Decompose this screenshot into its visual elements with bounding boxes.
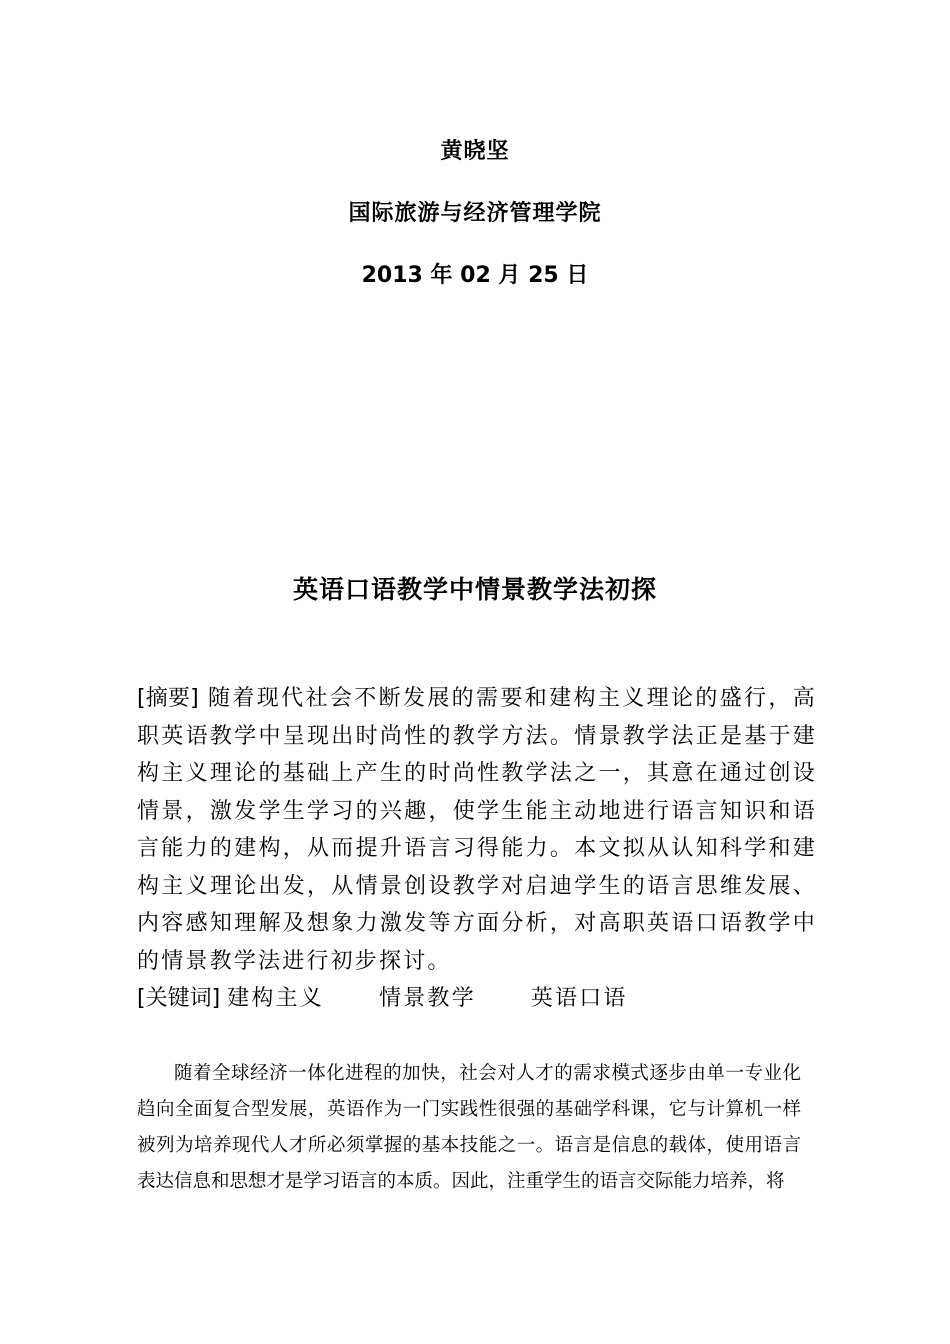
keyword: 英语口语 [530,986,628,1011]
author-name: 黄晓坚 [440,139,510,164]
keyword: 建构主义 [227,986,324,1011]
keyword: 情景教学 [378,986,476,1011]
institution-name: 国际旅游与经济管理学院 [348,201,602,226]
body-paragraph: 随着全球经济一体化进程的加快，社会对人才的需求模式逐步由单一专业化趋向全面复合型发展，英语作为一门实践性很强的基础学科课，它与计算机一样被列为培养现代人才所必须掌握的基本技能之一。语言是信息的载体，使用语言表达信息和思想才是学习语言的本质。因此，注重学生的语言交际能力培养，将 [137,1064,801,1192]
document-date: 2013 年 02 月 25 日 [361,263,589,288]
abstract-paragraph [137,680,817,980]
abstract-label: [摘要] [137,686,199,711]
keywords-line [137,983,837,1015]
abstract-text: 随着现代社会不断发展的需要和建构主义理论的盛行，高职英语教学中呈现出时尚性的教学方法。情景教学法正是基于建构主义理论的基础上产生的时尚性教学法之一，其意在通过创设情景，激发学生学习的兴趣，使学生能主动地进行语言知识和语言能力的建构，从而提升语言习得能力。本文拟从认知科学和建构主义理论出发，从情景创设教学对启迪学生的语言思维发展、内容感知理解及想象力激发等方面分析，对高职英语口语教学中的情景教学法进行初步探讨。 [137,686,817,974]
keywords-label: [关键词] [137,986,221,1011]
article-title: 英语口语教学中情景教学法初探 [292,575,657,604]
